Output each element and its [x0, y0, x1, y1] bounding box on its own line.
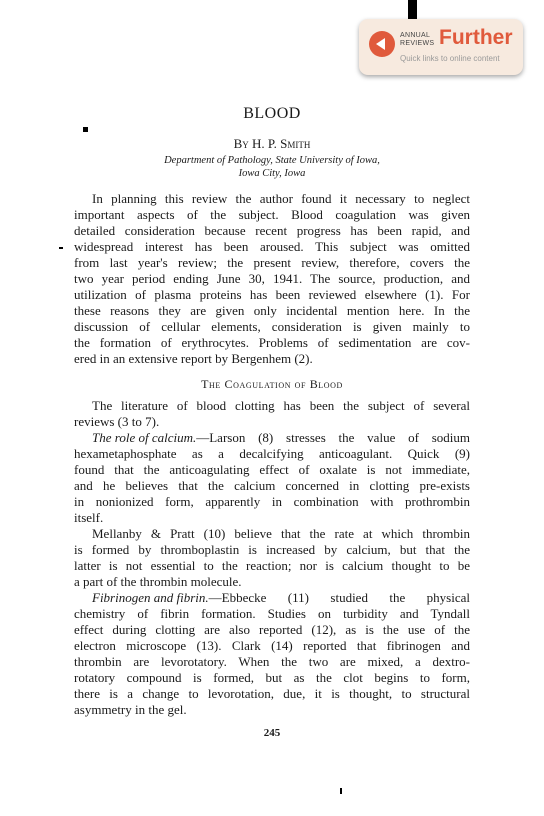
- further-badge[interactable]: [359, 19, 523, 75]
- text-line: latter is not essential to the reaction; nor is calcium thought to be: [74, 558, 470, 573]
- text-line: widespread interest has been aroused. This subject was omitted: [74, 239, 470, 254]
- subsection-lead: The role of calcium.: [92, 430, 197, 445]
- page-number: 245: [263, 727, 281, 739]
- text-span: —Larson (8) stresses the value of sodium: [196, 430, 470, 445]
- article-title: BLOOD: [243, 105, 301, 122]
- text-line: is formed by thromboplastin is increased by calcium, but that the: [74, 542, 470, 557]
- text-line: found that the anticoagulating effect of oxalate is not immediate,: [74, 462, 470, 477]
- text-line: In planning this review the author found it necessary to neglect: [92, 191, 470, 206]
- text-line: these reasons they are given only incidental mention here. In the: [74, 303, 470, 318]
- text-line: in nonionized form, apparently in combination with prothrombin: [74, 494, 470, 509]
- badge-annual: ANNUAL: [400, 32, 431, 39]
- scan-dot: [83, 127, 88, 132]
- scan-dot: [59, 247, 63, 249]
- section-heading: The Coagulation of Blood: [201, 377, 343, 391]
- text-line: reviews (3 to 7).: [74, 414, 160, 429]
- text-line: detailed consideration because recent progress has been rapid, and: [74, 223, 470, 238]
- text-line: two year period ending June 30, 1941. The source, production, and: [74, 271, 470, 286]
- text-line: [74, 590, 470, 606]
- text-line: from last year's review; the present review, therefore, covers the: [74, 255, 470, 270]
- text-line: [74, 430, 470, 446]
- text-line: a part of the thrombin molecule.: [74, 574, 242, 589]
- affiliation-line: Department of Pathology, State University of Iowa,: [164, 155, 380, 166]
- text-line: Mellanby & Pratt (10) believe that the rate at which thrombin: [92, 526, 470, 541]
- text-line: there is a change to levorotation, due, it is thought, to structural: [74, 686, 470, 701]
- text-line: itself.: [74, 510, 104, 525]
- text-line: asymmetry in the gel.: [74, 702, 187, 717]
- text-line: chemistry of fibrin formation. Studies on turbidity and Tyndall: [74, 606, 470, 621]
- text-line: important aspects of the subject. Blood coagulation was given: [74, 207, 470, 222]
- badge-further: Further: [439, 26, 513, 49]
- text-line: thrombin are levorotatory. When the two are mixed, a dextro-: [74, 654, 470, 669]
- text-line: discussion of cellular elements, consideration is given mainly to: [74, 319, 470, 334]
- affiliation: [74, 154, 470, 180]
- scan-dot: [340, 788, 342, 794]
- text-line: and he believes that the calcium concerned in clotting pre-exists: [74, 478, 470, 493]
- text-line: ered in an extensive report by Bergenhem (2).: [74, 351, 313, 366]
- back-arrow-icon: [369, 31, 395, 57]
- badge-annual-reviews: [400, 32, 434, 48]
- badge-reviews: REVIEWS: [400, 40, 435, 47]
- text-line: utilization of plasma proteins has been reviewed elsewhere (1). For: [74, 287, 470, 302]
- text-line: hexametaphosphate as a decalcifying anticoagulant. Quick (9): [74, 446, 470, 461]
- badge-quick-links[interactable]: Quick links to online content: [400, 54, 500, 63]
- author-line: By H. P. Smith: [233, 136, 311, 151]
- text-line: The literature of blood clotting has been the subject of several: [92, 398, 470, 413]
- text-line: effect during clotting are also reported (12), as is the use of the: [74, 622, 470, 637]
- scan-artifact-bar: [408, 0, 417, 21]
- text-line: rotatory compound is formed, but as the clot begins to form,: [74, 670, 470, 685]
- affiliation-line: Iowa City, Iowa: [238, 168, 306, 179]
- text-line: electron microscope (13). Clark (14) reported that fibrinogen and: [74, 638, 470, 653]
- text-span: —Ebbecke (11) studied the physical: [208, 590, 470, 605]
- text-line: the formation of erythrocytes. Problems of sedimentation are cov-: [74, 335, 470, 350]
- subsection-lead: Fibrinogen and fibrin.: [92, 590, 209, 605]
